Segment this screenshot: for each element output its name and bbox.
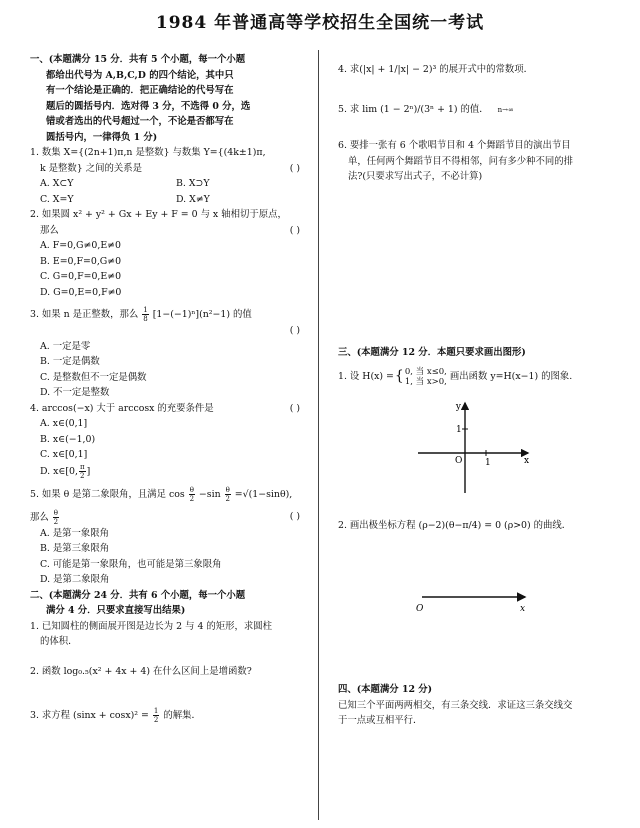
fraction: $\frac{\theta}{2}$ bbox=[189, 485, 195, 503]
option-a: A. F=0,G≠0,E≠0 bbox=[40, 240, 121, 251]
question-3 bbox=[30, 306, 312, 401]
polar-origin-label: O bbox=[416, 604, 424, 614]
option-d: D. G=0,E=0,F≠0 bbox=[40, 286, 122, 298]
question-1-text-cont: k 是整数} 之间的关系是 bbox=[40, 162, 142, 174]
option-a: A. x∈(0,1] bbox=[40, 418, 88, 429]
section-3-heading: 三、(本题满分 12 分．本题只要求画出图形) bbox=[338, 347, 526, 358]
y-tick-label: 1 bbox=[456, 425, 462, 435]
section-1-line: 圆括号内，一律得负 1 分) bbox=[46, 131, 158, 143]
option-d: D. 是第二象限角 bbox=[40, 574, 110, 585]
fraction: $\frac{\pi}{2}$ bbox=[79, 462, 85, 480]
polar-axis-label: x bbox=[520, 604, 526, 614]
question-r4q-line: 于一点或互相平行． bbox=[338, 715, 423, 726]
question-5-text-cont: 那么 $\frac{\theta}{2}$ bbox=[30, 508, 59, 526]
answer-paren: ( ) bbox=[289, 325, 300, 336]
option-a: A. 是第一象限角 bbox=[40, 527, 109, 539]
y-label: y bbox=[455, 402, 461, 412]
section-1-line: 错或者选出的代号超过一个，不论是否都写在 bbox=[46, 116, 234, 127]
question-r6-line: 单，任何两个舞蹈节目不得相邻，问有多少种不同的排 bbox=[348, 155, 574, 167]
question-6 bbox=[30, 619, 312, 650]
question-1 bbox=[30, 145, 312, 207]
question-r4-text: 4. 求(|x| + 1/|x| − 2)³ 的展开式中的常数项． bbox=[338, 64, 534, 75]
coordinate-axes bbox=[410, 395, 535, 500]
right-q32 bbox=[338, 518, 624, 534]
section-4-heading: 四、(本题满分 12 分) bbox=[338, 684, 433, 695]
question-2-text: 2. 如果圆 x² + y² + Gx + Ey + F = 0 与 x 轴相切于原点， bbox=[30, 209, 287, 220]
question-r6-text: 6. 要排一张有 6 个歌唱节目和 4 个舞蹈节目的演出节目 bbox=[338, 140, 571, 151]
left-column bbox=[30, 52, 312, 724]
section-2-heading: 二、(本题满分 24 分．共有 6 个小题，每一个小题 bbox=[30, 589, 246, 601]
question-5-text: 5. 如果 θ 是第二象限角，且满足 cos $\frac{\theta}{2}$ −sin $\frac{\theta}{2}$ =√(1−sinθ), bbox=[30, 485, 293, 503]
option-a: A. X⊂Y bbox=[40, 178, 74, 189]
question-4 bbox=[30, 401, 312, 480]
option-b: B. x∈(−1,0) bbox=[40, 433, 96, 445]
fraction: $\frac{\theta}{2}$ bbox=[225, 485, 230, 503]
column-divider bbox=[318, 50, 319, 820]
right-section-4 bbox=[338, 682, 624, 729]
question-6-text-cont: 的体积． bbox=[40, 636, 78, 647]
limit-subscript: n→∞ bbox=[497, 105, 514, 114]
section-2-line: 满分 4 分．只要求直接写出结果) bbox=[46, 605, 186, 616]
right-column bbox=[338, 62, 624, 185]
question-r5-text: 5. 求 lim (1 − 2ⁿ)/(3ⁿ + 1) 的值． n→∞ bbox=[338, 103, 514, 115]
option-c: C. 可能是第一象限角，也可能是第三象限角 bbox=[40, 558, 222, 570]
section-1-line: 有一个结论是正确的．把正确结论的代号写在 bbox=[46, 85, 234, 96]
polar-axis bbox=[410, 585, 535, 615]
question-8-text: 3. 求方程 (sinx + cosx)² = $\frac{1}{2}$ 的解集． bbox=[30, 707, 201, 724]
option-b: B. 一定是偶数 bbox=[40, 356, 100, 367]
question-r31-text: 1. 设 H(x) = { 0, 当 x≤0, 1, 当 x>0, 画出函数 y=H(x−1) 的图象. bbox=[338, 366, 573, 387]
option-c: C. 是整数但不一定是偶数 bbox=[40, 371, 147, 383]
question-2-text-cont: 那么 bbox=[40, 224, 59, 236]
question-r6-line: 法?(只要求写出式子，不必计算) bbox=[348, 171, 483, 182]
fraction: $\frac{1}{8}$ bbox=[143, 306, 148, 323]
question-r4q-text: 已知三个平面两两相交，有三条交线．求证这三条交线交 bbox=[338, 699, 573, 711]
option-c: C. X=Y bbox=[40, 193, 74, 205]
question-4-text: 4. arccos(−x) 大于 arccosx 的充要条件是 bbox=[30, 402, 214, 414]
option-c: C. x∈[0,1] bbox=[40, 449, 88, 460]
option-b: B. E=0,F=0,G≠0 bbox=[40, 255, 122, 267]
option-a: A. 一定是零 bbox=[40, 340, 91, 352]
option-d: D. 不一定是整数 bbox=[40, 387, 110, 398]
origin-label: O bbox=[455, 456, 463, 466]
brace-icon: { bbox=[394, 367, 404, 384]
option-b: B. X⊃Y bbox=[176, 178, 210, 189]
option-d: D. X≠Y bbox=[176, 193, 210, 205]
section-1-line: 题后的圆括号内．选对得 3 分，不选得 0 分，选 bbox=[46, 100, 251, 112]
option-d: D. x∈[0, $\frac{\pi}{2}$ ] bbox=[40, 462, 91, 480]
right-section-3 bbox=[338, 345, 624, 387]
question-r32-text: 2. 画出极坐标方程 (ρ−2)(θ−π/4) = 0 (ρ>0) 的曲线． bbox=[338, 520, 572, 531]
x-label: x bbox=[524, 456, 530, 466]
answer-paren: ( ) bbox=[289, 402, 300, 414]
question-2 bbox=[30, 207, 312, 300]
option-b: B. 是第三象限角 bbox=[40, 543, 110, 554]
question-6-text: 1. 已知圆柱的侧面展开图是边长为 2 与 4 的矩形，求圆柱 bbox=[30, 620, 273, 632]
option-c: C. G=0,F=0,E≠0 bbox=[40, 271, 122, 282]
section-1-line: 都给出代号为 A,B,C,D 的四个结论，其中只 bbox=[46, 69, 234, 81]
x-tick-label: 1 bbox=[485, 458, 491, 468]
question-1-text: 1. 数集 X={(2n+1)π,n 是整数} 与数集 Y={(4k±1)π, bbox=[30, 147, 266, 158]
page-title: 1984 年普通高等学校招生全国统一考试 bbox=[155, 13, 485, 33]
fraction: $\frac{1}{2}$ bbox=[153, 707, 159, 724]
question-7-text: 2. 函数 log₀.₅(x² + 4x + 4) 在什么区间上是增函数? bbox=[30, 665, 252, 677]
fraction: $\frac{\theta}{2}$ bbox=[53, 508, 59, 526]
answer-paren: ( ) bbox=[289, 224, 300, 236]
section-1-heading: 一、(本题满分 15 分．共有 5 个小题，每一个小题 bbox=[30, 54, 246, 65]
answer-paren: ( ) bbox=[289, 162, 300, 174]
answer-paren: ( ) bbox=[289, 510, 300, 522]
question-3-text: 3. 如果 n 是正整数，那么 $\frac{1}{8}$ [1−(−1)ⁿ](n²−1) 的值 bbox=[30, 306, 252, 323]
question-5 bbox=[30, 486, 312, 588]
